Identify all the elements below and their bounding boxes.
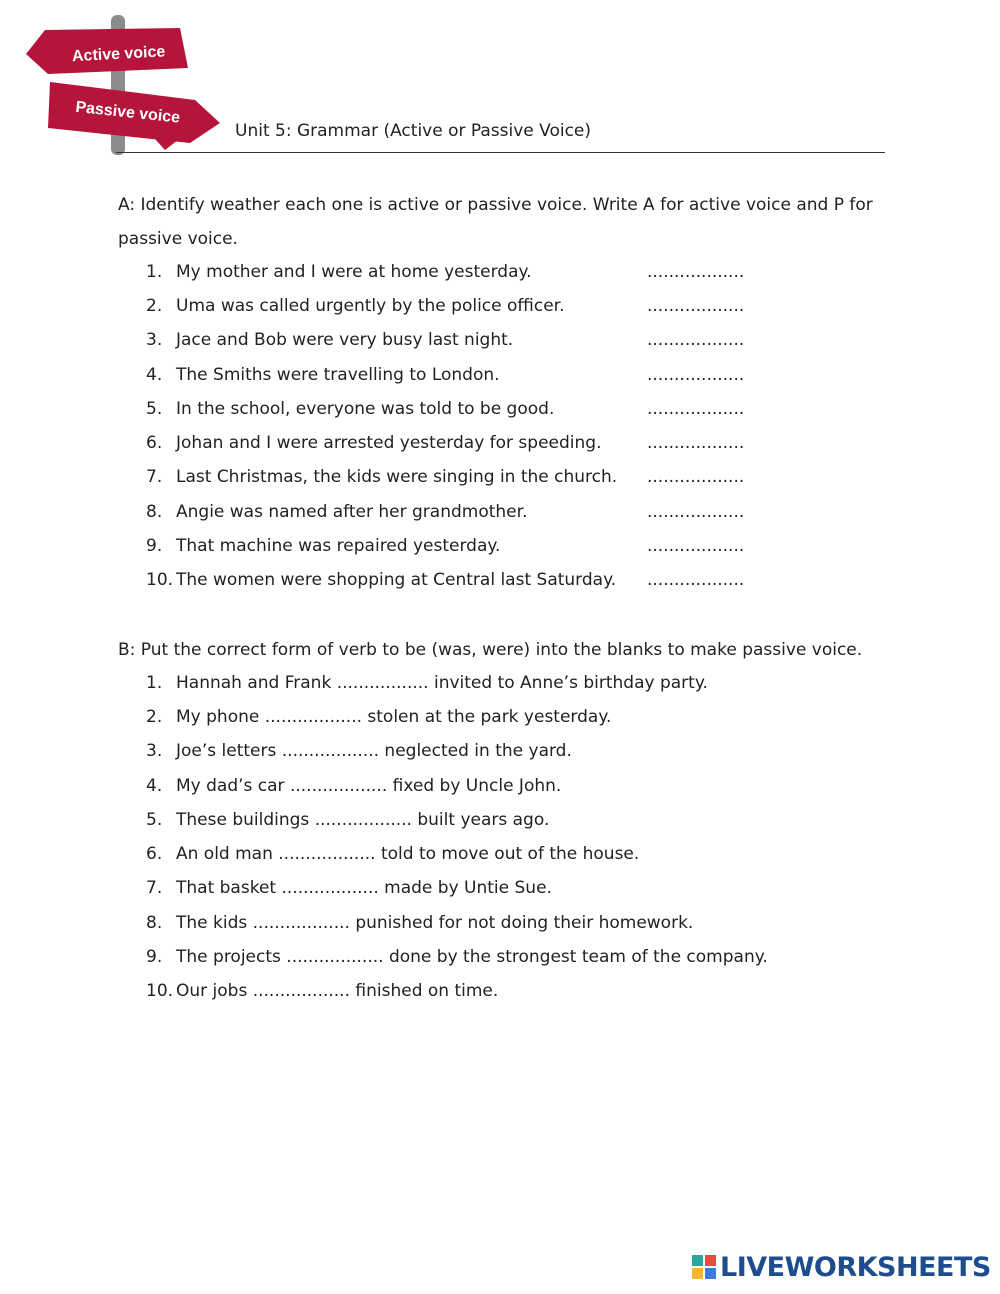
list-item (146, 433, 601, 453)
list-item (146, 399, 554, 419)
brand-name: LIVEWORKSHEETS (720, 1251, 991, 1283)
item-text[interactable]: An old man .................. told to move out of the house. (176, 844, 640, 864)
list-item (146, 262, 532, 282)
item-text: That machine was repaired yesterday. (176, 536, 501, 556)
item-text: Jace and Bob were very busy last night. (176, 330, 514, 350)
passive-voice-label: Passive voice (74, 98, 181, 127)
item-text: In the school, everyone was told to be good. (176, 399, 555, 419)
item-number: 6. (146, 433, 163, 453)
list-item (146, 673, 708, 693)
item-number: 10. (146, 570, 174, 590)
list-item (146, 810, 549, 830)
item-number: 8. (146, 502, 163, 522)
list-item (146, 981, 498, 1001)
answer-blank[interactable]: .................. (647, 467, 745, 487)
item-number: 5. (146, 399, 163, 419)
item-number: 4. (146, 776, 163, 796)
list-item (146, 467, 617, 487)
answer-blank[interactable]: .................. (647, 570, 745, 590)
item-number: 3. (146, 741, 163, 761)
item-number: 1. (146, 262, 163, 282)
header-divider (116, 152, 885, 153)
item-number: 10. (146, 981, 174, 1001)
list-item (146, 707, 611, 727)
item-text: My mother and I were at home yesterday. (176, 262, 532, 282)
list-item (146, 947, 768, 967)
list-item (146, 296, 565, 316)
item-number: 7. (146, 467, 163, 487)
item-text[interactable]: The projects .................. done by the strongest team of the company. (176, 947, 768, 967)
item-number: 8. (146, 913, 163, 933)
item-text[interactable]: My phone .................. stolen at the park yesterday. (176, 707, 612, 727)
answer-blank[interactable]: .................. (647, 502, 745, 522)
item-text[interactable]: Hannah and Frank ................. invited to Anne’s birthday party. (176, 673, 708, 693)
answer-blank[interactable]: .................. (647, 433, 745, 453)
item-text[interactable]: The kids .................. punished for not doing their homework. (176, 913, 694, 933)
list-item (146, 776, 561, 796)
list-item (146, 741, 572, 761)
item-number: 9. (146, 947, 163, 967)
item-number: 9. (146, 536, 163, 556)
item-number: 1. (146, 673, 163, 693)
item-number: 2. (146, 296, 163, 316)
item-number: 6. (146, 844, 163, 864)
item-number: 2. (146, 707, 163, 727)
item-text[interactable]: Our jobs .................. finished on time. (176, 981, 499, 1001)
item-text: The Smiths were travelling to London. (176, 365, 500, 385)
answer-blank[interactable]: .................. (647, 296, 745, 316)
item-number: 4. (146, 365, 163, 385)
list-item (146, 536, 500, 556)
list-item (146, 330, 513, 350)
item-text: Uma was called urgently by the police officer. (176, 296, 565, 316)
item-number: 7. (146, 878, 163, 898)
item-text: The women were shopping at Central last Saturday. (176, 570, 617, 590)
answer-blank[interactable]: .................. (647, 365, 745, 385)
item-text: Angie was named after her grandmother. (176, 502, 528, 522)
passive-voice-sign-tab (154, 138, 178, 150)
liveworksheets-logo-icon (692, 1255, 716, 1279)
unit-title: Unit 5: Grammar (Active or Passive Voice) (235, 121, 592, 141)
item-number: 5. (146, 810, 163, 830)
list-item (146, 878, 552, 898)
list-item (146, 570, 616, 590)
list-item (146, 913, 693, 933)
list-item (146, 365, 500, 385)
answer-blank[interactable]: .................. (647, 330, 745, 350)
item-text: Last Christmas, the kids were singing in the church. (176, 467, 618, 487)
active-voice-label: Active voice (71, 43, 166, 66)
item-text[interactable]: My dad’s car .................. fixed by Uncle John. (176, 776, 562, 796)
item-text: Johan and I were arrested yesterday for speeding. (176, 433, 602, 453)
answer-blank[interactable]: .................. (647, 262, 745, 282)
item-text[interactable]: Joe’s letters .................. neglected in the yard. (176, 741, 572, 761)
item-number: 3. (146, 330, 163, 350)
answer-blank[interactable]: .................. (647, 536, 745, 556)
voice-signpost-logo (20, 10, 230, 155)
section-a-instruction: A: Identify weather each one is active or passive voice. Write A for active voice and P for passive voice. (118, 195, 873, 249)
list-item (146, 844, 639, 864)
item-text[interactable]: That basket .................. made by Untie Sue. (176, 878, 552, 898)
answer-blank[interactable]: .................. (647, 399, 745, 419)
section-b-instruction: B: Put the correct form of verb to be (was, were) into the blanks to make passive voice. (118, 640, 863, 660)
liveworksheets-brand (692, 1250, 991, 1284)
list-item (146, 502, 527, 522)
item-text[interactable]: These buildings .................. built years ago. (176, 810, 550, 830)
